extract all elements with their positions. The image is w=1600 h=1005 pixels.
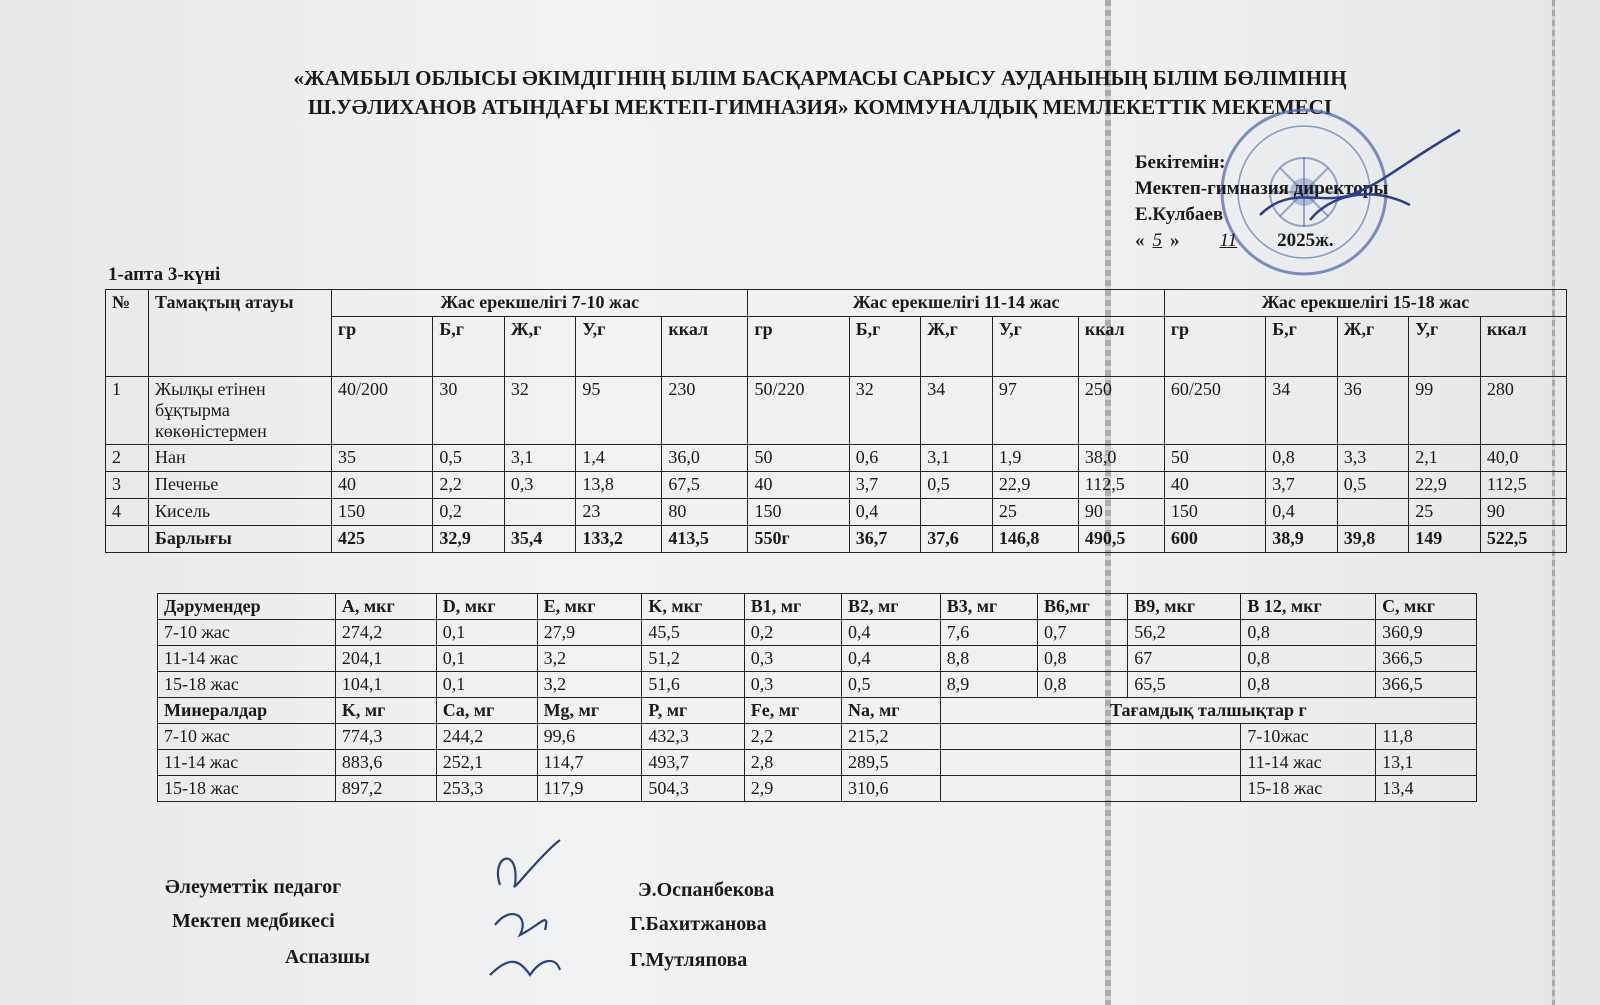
vitamins-header-row bbox=[158, 594, 1477, 620]
total-cell: 36,7 bbox=[849, 526, 921, 553]
col-header: гр bbox=[748, 317, 849, 377]
table-cell: 67,5 bbox=[662, 472, 748, 499]
table-cell: 36 bbox=[1337, 377, 1409, 445]
total-cell: 413,5 bbox=[662, 526, 748, 553]
col-header: У,г bbox=[576, 317, 662, 377]
date-quote-close: » bbox=[1170, 230, 1180, 251]
table-cell: 0,5 bbox=[1337, 472, 1409, 499]
date-year: 2025ж. bbox=[1277, 230, 1334, 251]
table-cell: 244,2 bbox=[436, 724, 537, 750]
col-header: ккал bbox=[1078, 317, 1164, 377]
col-header: гр bbox=[1164, 317, 1265, 377]
nutrients-table bbox=[157, 593, 1477, 802]
col-header: K, мг bbox=[335, 698, 436, 724]
table-cell: 104,1 bbox=[335, 672, 436, 698]
table-row bbox=[106, 445, 1567, 472]
col-header: ккал bbox=[662, 317, 748, 377]
table-cell: 0,7 bbox=[1037, 620, 1127, 646]
table-cell: 1,9 bbox=[992, 445, 1078, 472]
menu-table bbox=[105, 289, 1567, 553]
table-cell: 80 bbox=[662, 499, 748, 526]
table-cell: 2,9 bbox=[744, 776, 841, 802]
table-row bbox=[106, 499, 1567, 526]
total-cell: 35,4 bbox=[504, 526, 576, 553]
col-header: Б,г bbox=[849, 317, 921, 377]
table-cell: 0,4 bbox=[842, 646, 941, 672]
table-cell: 40 bbox=[332, 472, 433, 499]
table-cell: 3,2 bbox=[537, 672, 642, 698]
table-cell: 11-14 жас bbox=[158, 750, 336, 776]
table-cell: 0,5 bbox=[433, 445, 505, 472]
row-number: 1 bbox=[106, 377, 149, 445]
date-quote-open: « bbox=[1135, 230, 1145, 251]
table-cell: 0,4 bbox=[849, 499, 921, 526]
table-cell: 60/250 bbox=[1164, 377, 1265, 445]
total-cell: 32,9 bbox=[433, 526, 505, 553]
table-cell bbox=[1337, 499, 1409, 526]
table-cell: 0,6 bbox=[849, 445, 921, 472]
table-cell: 774,3 bbox=[335, 724, 436, 750]
table-cell: 204,1 bbox=[335, 646, 436, 672]
signature-role: Мектеп медбикесі bbox=[172, 910, 335, 932]
col-header: Минералдар bbox=[158, 698, 336, 724]
dish-name: Жылқы етінен бұқтырма көкөністермен bbox=[149, 377, 332, 445]
table-cell: 7-10 жас bbox=[158, 724, 336, 750]
signature-role: Әлеуметтік педагог bbox=[165, 876, 342, 898]
table-cell: 67 bbox=[1128, 646, 1241, 672]
table-cell: 95 bbox=[576, 377, 662, 445]
col-header: Б,г bbox=[433, 317, 505, 377]
table-row bbox=[106, 472, 1567, 499]
table-cell: 50 bbox=[1164, 445, 1265, 472]
table-cell: 0,1 bbox=[436, 620, 537, 646]
total-cell: 133,2 bbox=[576, 526, 662, 553]
approval-title: Бекітемін: bbox=[1135, 152, 1226, 173]
row-number: 4 bbox=[106, 499, 149, 526]
total-cell: 425 bbox=[332, 526, 433, 553]
dish-name: Кисель bbox=[149, 499, 332, 526]
signature-name: Э.Оспанбекова bbox=[638, 879, 775, 901]
table-row bbox=[158, 724, 1477, 750]
col-header: K, мкг bbox=[642, 594, 744, 620]
table-cell bbox=[504, 499, 576, 526]
table-cell: 40 bbox=[748, 472, 849, 499]
table-cell: 250 bbox=[1078, 377, 1164, 445]
table-cell: 15-18 жас bbox=[158, 776, 336, 802]
col-header: ккал bbox=[1480, 317, 1566, 377]
table-cell: 253,3 bbox=[436, 776, 537, 802]
table-cell: 56,2 bbox=[1128, 620, 1241, 646]
table-cell: 274,2 bbox=[335, 620, 436, 646]
table-cell: 114,7 bbox=[537, 750, 642, 776]
approval-name: Е.Кулбаев bbox=[1135, 204, 1224, 225]
table-row bbox=[158, 672, 1477, 698]
header-dish-name: Тамақтың атауы bbox=[149, 290, 332, 377]
table-cell: 897,2 bbox=[335, 776, 436, 802]
table-cell: 0,3 bbox=[744, 646, 841, 672]
table-cell: 40 bbox=[1164, 472, 1265, 499]
table-cell: 32 bbox=[504, 377, 576, 445]
table-cell: 0,8 bbox=[1037, 672, 1127, 698]
total-cell: 522,5 bbox=[1480, 526, 1566, 553]
table-cell: 50 bbox=[748, 445, 849, 472]
table-cell: 3,1 bbox=[504, 445, 576, 472]
fiber-age: 11-14 жас bbox=[1241, 750, 1376, 776]
col-header: Дәрумендер bbox=[158, 594, 336, 620]
table-cell: 0,8 bbox=[1241, 620, 1376, 646]
table-cell: 40/200 bbox=[332, 377, 433, 445]
table-cell: 3,2 bbox=[537, 646, 642, 672]
total-cell: 38,9 bbox=[1266, 526, 1338, 553]
header-line-2: Ш.УӘЛИХАНОВ АТЫНДАҒЫ МЕКТЕП-ГИМНАЗИЯ» КОММУНАЛДЫҚ МЕМЛЕКЕТТІК МЕКЕМЕСІ bbox=[307, 95, 1333, 119]
table-cell: 883,6 bbox=[335, 750, 436, 776]
table-row bbox=[158, 750, 1477, 776]
col-header: Na, мг bbox=[842, 698, 941, 724]
fiber-value: 13,1 bbox=[1376, 750, 1477, 776]
table-cell: 3,1 bbox=[921, 445, 993, 472]
table-cell: 36,0 bbox=[662, 445, 748, 472]
table-cell: 0,2 bbox=[744, 620, 841, 646]
table-cell: 34 bbox=[1266, 377, 1338, 445]
table-cell: 252,1 bbox=[436, 750, 537, 776]
table-cell: 0,8 bbox=[1266, 445, 1338, 472]
table-cell: 32 bbox=[849, 377, 921, 445]
col-header: Fe, мг bbox=[744, 698, 841, 724]
table-cell: 23 bbox=[576, 499, 662, 526]
table-cell: 2,2 bbox=[433, 472, 505, 499]
header-age-11-14: Жас ерекшелігі 11-14 жас bbox=[748, 290, 1164, 317]
col-header: B1, мг bbox=[744, 594, 841, 620]
table-cell: 8,8 bbox=[940, 646, 1037, 672]
col-header: D, мкг bbox=[436, 594, 537, 620]
row-number: 3 bbox=[106, 472, 149, 499]
day-title: 1-апта 3-күні bbox=[108, 264, 221, 285]
header-line-1: «ЖАМБЫЛ ОБЛЫСЫ ӘКІМДІГІНІҢ БІЛІМ БАСҚАРМАСЫ САРЫСУ АУДАНЫНЫҢ БІЛІМ БӨЛІМІНІҢ bbox=[293, 66, 1347, 90]
table-cell: 35 bbox=[332, 445, 433, 472]
total-cell: 146,8 bbox=[992, 526, 1078, 553]
table-cell: 30 bbox=[433, 377, 505, 445]
signature-name: Г.Мутляпова bbox=[630, 949, 748, 971]
table-cell: 1,4 bbox=[576, 445, 662, 472]
table-cell: 150 bbox=[1164, 499, 1265, 526]
table-cell: 0,8 bbox=[1241, 672, 1376, 698]
col-header: P, мг bbox=[642, 698, 744, 724]
table-cell: 22,9 bbox=[992, 472, 1078, 499]
table-cell: 0,8 bbox=[1037, 646, 1127, 672]
fiber-value: 11,8 bbox=[1376, 724, 1477, 750]
table-cell: 13,8 bbox=[576, 472, 662, 499]
table-cell: 27,9 bbox=[537, 620, 642, 646]
col-header: Ж,г bbox=[504, 317, 576, 377]
header-age-7-10: Жас ерекшелігі 7-10 жас bbox=[332, 290, 748, 317]
table-cell: 8,9 bbox=[940, 672, 1037, 698]
col-header: У,г bbox=[992, 317, 1078, 377]
table-cell: 112,5 bbox=[1078, 472, 1164, 499]
table-cell: 40,0 bbox=[1480, 445, 1566, 472]
table-cell: 0,5 bbox=[921, 472, 993, 499]
col-header: B9, мкг bbox=[1128, 594, 1241, 620]
total-cell: 600 bbox=[1164, 526, 1265, 553]
table-row bbox=[158, 646, 1477, 672]
table-cell: 360,9 bbox=[1376, 620, 1477, 646]
table-cell: 25 bbox=[992, 499, 1078, 526]
table-cell: 11-14 жас bbox=[158, 646, 336, 672]
table-cell: 366,5 bbox=[1376, 646, 1477, 672]
header-age-15-18: Жас ерекшелігі 15-18 жас bbox=[1164, 290, 1566, 317]
table-cell: 51,6 bbox=[642, 672, 744, 698]
minerals-header-row bbox=[158, 698, 1477, 724]
table-cell: 215,2 bbox=[842, 724, 941, 750]
table-cell: 0,2 bbox=[433, 499, 505, 526]
table-cell: 280 bbox=[1480, 377, 1566, 445]
table-cell: 0,5 bbox=[842, 672, 941, 698]
col-header: B2, мг bbox=[842, 594, 941, 620]
col-header: У,г bbox=[1409, 317, 1481, 377]
col-header: C, мкг bbox=[1376, 594, 1477, 620]
table-row bbox=[158, 776, 1477, 802]
col-header: B3, мг bbox=[940, 594, 1037, 620]
signature-name: Г.Бахитжанова bbox=[630, 913, 767, 935]
table-cell: 117,9 bbox=[537, 776, 642, 802]
staff-signatures bbox=[480, 835, 590, 985]
table-cell: 0,3 bbox=[744, 672, 841, 698]
total-cell: 490,5 bbox=[1078, 526, 1164, 553]
table-cell: 99,6 bbox=[537, 724, 642, 750]
fiber-age: 7-10жас bbox=[1241, 724, 1376, 750]
col-header: A, мкг bbox=[335, 594, 436, 620]
table-cell: 0,3 bbox=[504, 472, 576, 499]
table-cell: 230 bbox=[662, 377, 748, 445]
col-header: Б,г bbox=[1266, 317, 1338, 377]
table-cell: 2,1 bbox=[1409, 445, 1481, 472]
table-cell: 3,7 bbox=[1266, 472, 1338, 499]
table-cell: 493,7 bbox=[642, 750, 744, 776]
fiber-age: 15-18 жас bbox=[1241, 776, 1376, 802]
col-header: Mg, мг bbox=[537, 698, 642, 724]
table-cell bbox=[921, 499, 993, 526]
date-month: 11 bbox=[1219, 230, 1238, 251]
table-cell: 112,5 bbox=[1480, 472, 1566, 499]
col-header: E, мкг bbox=[537, 594, 642, 620]
director-signature bbox=[1250, 125, 1480, 235]
fiber-value: 13,4 bbox=[1376, 776, 1477, 802]
total-cell: 550г bbox=[748, 526, 849, 553]
total-cell: 39,8 bbox=[1337, 526, 1409, 553]
table-cell: 0,8 bbox=[1241, 646, 1376, 672]
dish-name: Нан bbox=[149, 445, 332, 472]
col-header: B 12, мкг bbox=[1241, 594, 1376, 620]
col-header: Ca, мг bbox=[436, 698, 537, 724]
table-cell: 34 bbox=[921, 377, 993, 445]
table-cell: 366,5 bbox=[1376, 672, 1477, 698]
col-header: Ж,г bbox=[921, 317, 993, 377]
table-cell: 150 bbox=[748, 499, 849, 526]
table-cell: 150 bbox=[332, 499, 433, 526]
table-cell: 45,5 bbox=[642, 620, 744, 646]
table-cell: 50/220 bbox=[748, 377, 849, 445]
total-cell: 37,6 bbox=[921, 526, 993, 553]
table-cell: 7-10 жас bbox=[158, 620, 336, 646]
table-cell: 504,3 bbox=[642, 776, 744, 802]
fiber-title: Тағамдық талшықтар г bbox=[940, 698, 1476, 724]
table-row bbox=[158, 620, 1477, 646]
table-cell: 15-18 жас bbox=[158, 672, 336, 698]
table-cell: 90 bbox=[1078, 499, 1164, 526]
table-cell: 0,4 bbox=[1266, 499, 1338, 526]
table-cell: 22,9 bbox=[1409, 472, 1481, 499]
table-cell: 65,5 bbox=[1128, 672, 1241, 698]
col-header: B6,мг bbox=[1037, 594, 1127, 620]
table-cell: 97 bbox=[992, 377, 1078, 445]
table-cell: 310,6 bbox=[842, 776, 941, 802]
table-cell: 0,1 bbox=[436, 646, 537, 672]
table-cell: 432,3 bbox=[642, 724, 744, 750]
table-cell: 51,2 bbox=[642, 646, 744, 672]
header-no: № bbox=[106, 290, 149, 377]
table-cell: 3,3 bbox=[1337, 445, 1409, 472]
approval-position: Мектеп-гимназия директоры bbox=[1135, 178, 1389, 199]
table-cell: 0,4 bbox=[842, 620, 941, 646]
signature-role: Аспазшы bbox=[285, 946, 370, 968]
total-row bbox=[106, 526, 1567, 553]
col-header: гр bbox=[332, 317, 433, 377]
table-cell: 2,2 bbox=[744, 724, 841, 750]
total-cell: 149 bbox=[1409, 526, 1481, 553]
row-number: 2 bbox=[106, 445, 149, 472]
table-cell: 90 bbox=[1480, 499, 1566, 526]
total-label: Барлығы bbox=[149, 526, 332, 553]
table-cell: 7,6 bbox=[940, 620, 1037, 646]
table-cell: 25 bbox=[1409, 499, 1481, 526]
table-row bbox=[106, 377, 1567, 445]
col-header: Ж,г bbox=[1337, 317, 1409, 377]
table-cell: 2,8 bbox=[744, 750, 841, 776]
table-cell: 38,0 bbox=[1078, 445, 1164, 472]
table-cell: 3,7 bbox=[849, 472, 921, 499]
date-day: 5 bbox=[1152, 230, 1162, 251]
table-cell: 289,5 bbox=[842, 750, 941, 776]
table-cell: 99 bbox=[1409, 377, 1481, 445]
dish-name: Печенье bbox=[149, 472, 332, 499]
table-cell: 0,1 bbox=[436, 672, 537, 698]
